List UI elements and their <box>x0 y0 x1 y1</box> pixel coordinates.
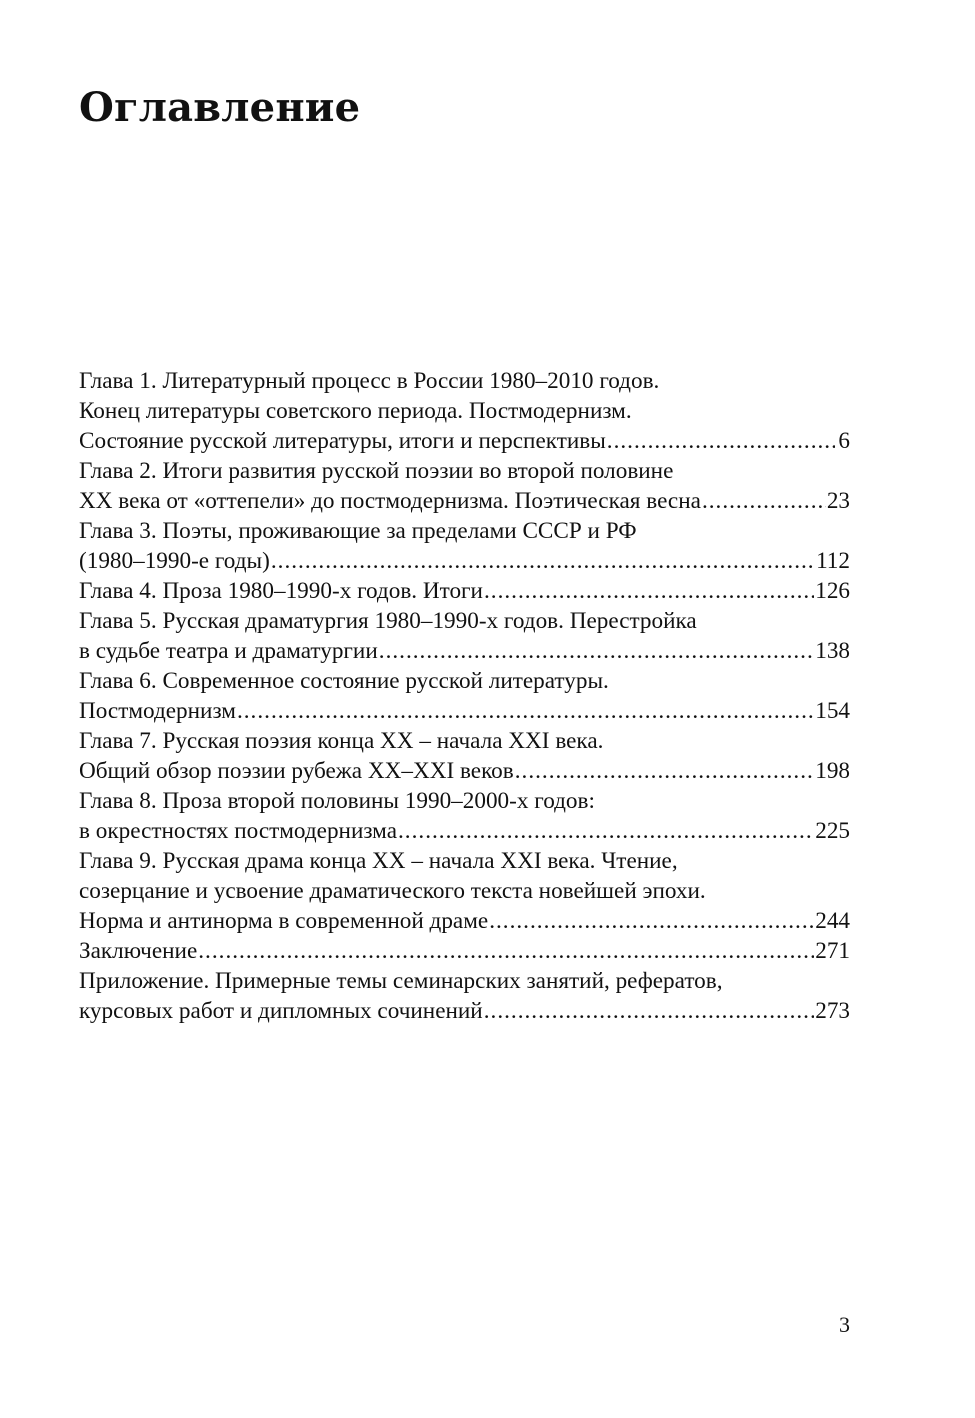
toc-entry[interactable] <box>79 666 850 726</box>
toc-entry-title: XX века от «оттепели» до постмодернизма. Поэтическая весна <box>79 488 701 514</box>
toc-entry-final-line <box>79 936 850 966</box>
toc-entry-line: Приложение. Примерные темы семинарских занятий, рефератов, <box>79 968 723 994</box>
toc-entry-page: 112 <box>816 548 850 574</box>
toc-entry-final-line <box>79 816 850 846</box>
dot-leader <box>237 696 814 726</box>
toc-entry-final-line <box>79 696 850 726</box>
toc-entry-final-line <box>79 546 850 576</box>
toc-entry-title: в судьбе театра и драматургии <box>79 638 378 664</box>
toc-entry-line: Глава 1. Литературный процесс в России 1980–2010 годов. <box>79 368 660 394</box>
toc-entry-page: 273 <box>815 998 850 1024</box>
dot-leader <box>271 546 815 576</box>
toc-entry-title: (1980–1990-е годы) <box>79 548 270 574</box>
toc-entry-title: Состояние русской литературы, итоги и перспективы <box>79 428 606 454</box>
toc-entry[interactable] <box>79 366 850 456</box>
toc-entry[interactable] <box>79 516 850 576</box>
toc-entry-line: Глава 9. Русская драма конца XX – начала XXI века. Чтение, <box>79 848 678 874</box>
toc-entry-title: курсовых работ и дипломных сочинений <box>79 998 483 1024</box>
toc-entry-line: Глава 3. Поэты, проживающие за пределами СССР и РФ <box>79 518 637 544</box>
toc-entry-final-line <box>79 426 850 456</box>
dot-leader <box>398 816 814 846</box>
toc-entry-page: 244 <box>815 908 850 934</box>
toc-entry-title: Заключение <box>79 938 198 964</box>
dot-leader <box>484 576 814 606</box>
toc-entry-line: Глава 2. Итоги развития русской поэзии во второй половине <box>79 458 674 484</box>
toc-entry-line: Глава 7. Русская поэзия конца XX – начала XXI века. <box>79 728 604 754</box>
toc-entry-final-line <box>79 636 850 666</box>
toc-entry-line: созерцание и усвоение драматического текста новейшей эпохи. <box>79 878 706 904</box>
toc-entry-page: 198 <box>815 758 850 784</box>
toc-entry-final-line <box>79 576 850 606</box>
toc-entry-title: Глава 4. Проза 1980–1990-х годов. Итоги <box>79 578 483 604</box>
page-title: Оглавление <box>79 84 361 131</box>
toc-entry[interactable] <box>79 786 850 846</box>
toc-entry-final-line <box>79 996 850 1026</box>
toc-entry-final-line <box>79 756 850 786</box>
table-of-contents <box>79 366 850 1026</box>
toc-entry-line: Глава 8. Проза второй половины 1990–2000-х годов: <box>79 788 595 814</box>
dot-leader <box>379 636 814 666</box>
dot-leader <box>515 756 814 786</box>
toc-entry-page: 225 <box>815 818 850 844</box>
dot-leader <box>702 486 826 516</box>
toc-entry-title: в окрестностях постмодернизма <box>79 818 397 844</box>
dot-leader <box>484 996 815 1026</box>
toc-entry-line: Конец литературы советского периода. Постмодернизм. <box>79 398 632 424</box>
toc-entry-line: Глава 6. Современное состояние русской литературы. <box>79 668 609 694</box>
toc-entry-page: 6 <box>838 428 850 454</box>
toc-entry[interactable] <box>79 726 850 786</box>
toc-entry-line: Глава 5. Русская драматургия 1980–1990-х годов. Перестройка <box>79 608 697 634</box>
toc-entry-final-line <box>79 906 850 936</box>
toc-entry[interactable] <box>79 936 850 966</box>
toc-entry[interactable] <box>79 456 850 516</box>
toc-entry[interactable] <box>79 846 850 936</box>
toc-entry-page: 138 <box>815 638 850 664</box>
toc-entry[interactable] <box>79 966 850 1026</box>
toc-entry-title: Общий обзор поэзии рубежа XX–XXI веков <box>79 758 514 784</box>
toc-entry[interactable] <box>79 576 850 606</box>
toc-entry-title: Постмодернизм <box>79 698 236 724</box>
dot-leader <box>607 426 835 456</box>
dot-leader <box>489 906 814 936</box>
toc-entry-page: 271 <box>815 938 850 964</box>
toc-entry-title: Норма и антинорма в современной драме <box>79 908 489 934</box>
toc-entry-final-line <box>79 486 850 516</box>
toc-entry-page: 23 <box>826 488 850 514</box>
toc-entry-page: 126 <box>815 578 850 604</box>
page-number: 3 <box>839 1312 850 1337</box>
toc-entry-page: 154 <box>815 698 850 724</box>
dot-leader <box>198 936 814 966</box>
toc-entry[interactable] <box>79 606 850 666</box>
